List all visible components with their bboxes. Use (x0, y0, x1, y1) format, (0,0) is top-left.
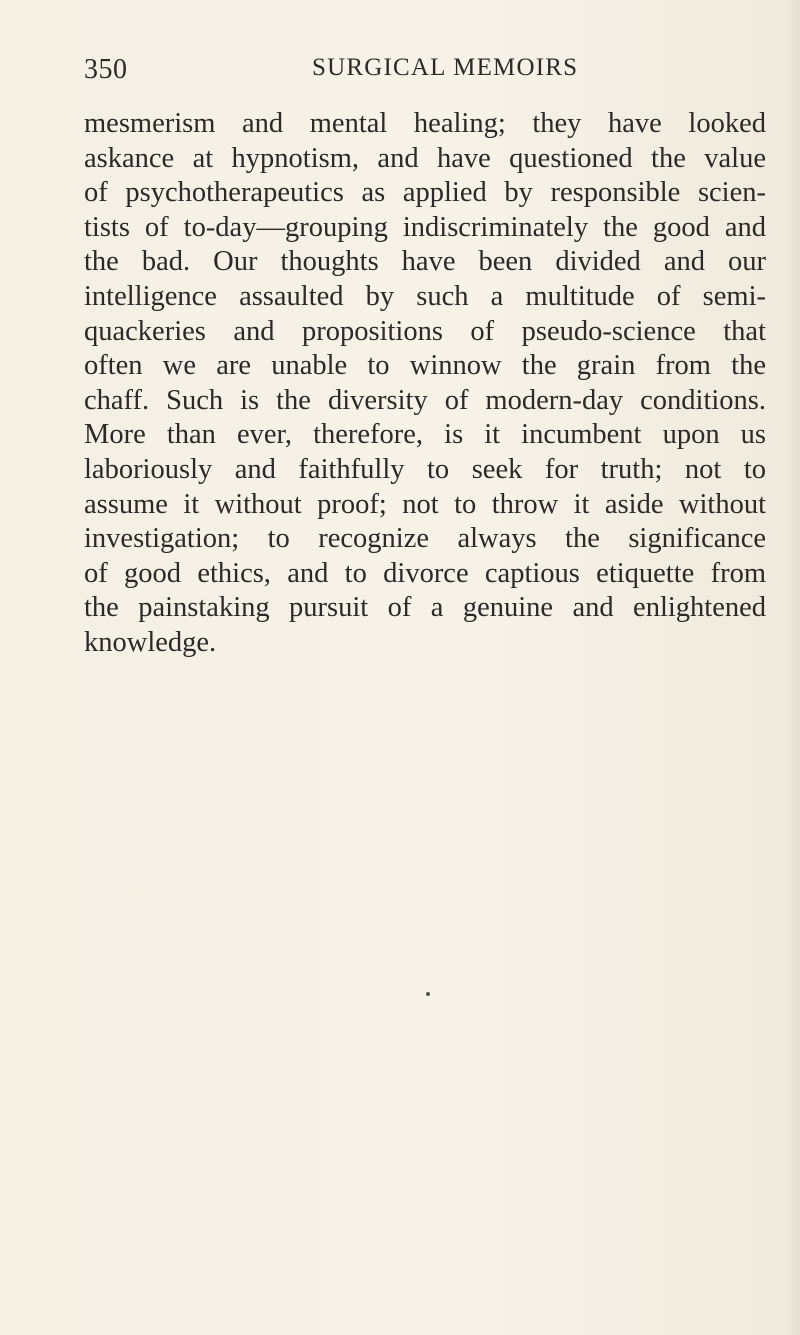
text-line: mesmerism and mental healing; they have looked (84, 108, 766, 139)
text-line: tists of to-day—grouping indiscriminately the good and (84, 211, 766, 243)
paper-speck (426, 992, 430, 996)
text-line: laboriously and faithfully to seek for truth; not to (84, 453, 766, 485)
page-number: 350 (84, 54, 128, 85)
text-line: of good ethics, and to divorce captious etiquette from (84, 557, 766, 589)
body-paragraph (84, 107, 766, 661)
page-edge-shadow (786, 0, 800, 1335)
text-line: often we are unable to winnow the grain from the (84, 350, 766, 382)
running-title: SURGICAL MEMOIRS (312, 54, 579, 81)
running-head (84, 54, 764, 94)
text-line: askance at hypnotism, and have questioned the value (84, 142, 766, 174)
text-line: the painstaking pursuit of a genuine and enlightened (84, 592, 766, 624)
text-line: intelligence assaulted by such a multitude of semi- (84, 280, 766, 312)
text-line: assume it without proof; not to throw it aside without (84, 488, 766, 520)
text-line: the bad. Our thoughts have been divided and our (84, 246, 766, 278)
text-line: investigation; to recognize always the significance (84, 523, 766, 555)
text-line: knowledge. (84, 626, 217, 658)
text-line: quackeries and propositions of pseudo-science that (84, 315, 766, 347)
text-line: More than ever, therefore, is it incumbent upon us (84, 419, 766, 451)
text-line: chaff. Such is the diversity of modern-day conditions. (84, 384, 766, 416)
text-line: of psychotherapeutics as applied by responsible scien- (84, 177, 766, 209)
